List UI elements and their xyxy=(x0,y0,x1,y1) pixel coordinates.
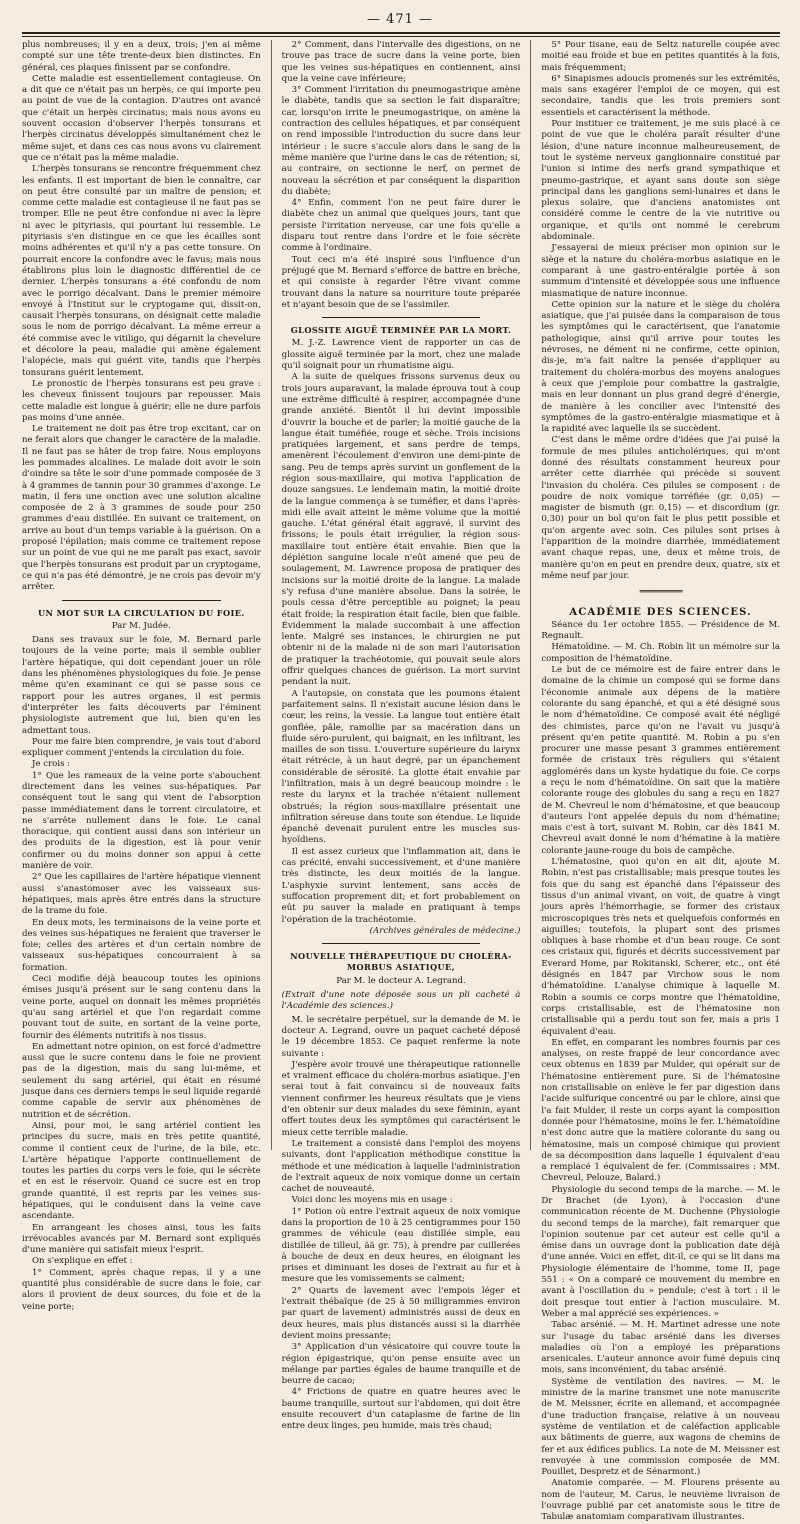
paragraph: L'herpès tonsurans se rencontre fréquemment chez les enfants. Il est important de bien le connaître, car on peut être consulté par un maître de pension; et comme cette maladie est contagieuse il ne faut pas se tromper. Elle ne peut être confondue ni avec la lèpre ni avec le pityriasis, qui pourtant lui ressemble. Le pityriasis s'en distingue en ce que les écailles sont moins adhérentes et qu'il n'y a pas cette tonsure. On pourrait encore la confondre avec le favus; mais nous établirons plus loin le diagnostic différentiel de ce dernier. L'herpès tonsurans a été confondu de nom avec le porrigo décalvant. Dans le premier mémoire envoyé à l'Institut sur le cryptogame qui, dissit-on, causait l'herpès tonsurans, on désignait cette maladie sous le nom de porrigo décalvant. La même erreur a été commise avec le vitiligo, qui dégarnit la chevelure et décolore la peau, maladie qui amène également l'alopécie, mais qui guérit vite, tandis que l'herpès tonsurans guérit lentement. xyxy=(22,164,261,378)
paragraph: M. le secrétaire perpétuel, sur la demande de M. le docteur A. Legrand, ouvre un paquet cacheté déposé le 19 décembre 1853. Ce paquet renferme la note suivante : xyxy=(281,1014,521,1059)
paragraph: Il est assez curieux que l'inflammation ait, dans le cas précité, envahi successivement, et d'une manière très distincte, les deux moitiés de la langue. L'asphyxie survint lentement, sans accès de suffocation proprement dit; et fort probablement on eût pu sauver la malade en pratiquant à temps l'opération de la trachéotomie. xyxy=(281,846,521,925)
header-rule xyxy=(22,32,780,34)
paragraph: M. J.-Z. Lawrence vient de rapporter un cas de glossite aiguë terminée par la mort, chez une malade qu'il soignait pour un rhumatisme aigu. xyxy=(281,338,521,372)
paragraph: Le traitement a consisté dans l'emploi des moyens suivants, dont l'application méthodique constitue la méthode et une médication à laquelle l'administration de l'extrait aqueux de noix vomique donne un certain cachet de nouveauté. xyxy=(281,1138,521,1195)
paragraph: Le traitement ne doit pas être trop excitant, car on ne ferait alors que changer le caractère de la maladie. Il ne faut pas se hâter de trop faire. Nous employons les pommades alcalines. Le malade doit avoir le soin d'oindre sa tête le soir d'une pommade composée de 3 à 4 grammes de tannin pour 30 grammes d'axonge. Le matin, il fera une onction avec une solution alcaline composée de 2 à 3 grammes de soude pour 250 grammes d'eau distillée. En suivant ce traitement, on arrive au bout d'un temps variable à la guérison. On a proposé l'épilation; mais comme ce traitement repose sur un point de vue qui ne me paraît pas exact, savoir que l'herpès tonsurans est produit par un cryptogame, ce qui n'a pas été démontré, je ne crois pas devoir m'y arrêter. xyxy=(22,424,261,593)
paragraph: Hématoïdine. — M. Ch. Robin lit un mémoire sur la composition de l'hématoïdine. xyxy=(541,642,780,664)
paragraph: On s'explique en effet : xyxy=(32,1256,133,1267)
section-heading-academie: ACADÉMIE DES SCIENCES. xyxy=(569,606,752,618)
paragraph: Le but de ce mémoire est de faire entrer dans le domaine de la chimie un composé qui se forme dans l'économie animale aux dépens de la matière colorante du sang épanché, et qui a été désigné sous le nom d'hématoïdine. Ce composé avait été négligé des chimistes, parce qu'on ne l'avait vu jusqu'à présent qu'en petite quantité. M. Robin a pu s'en procurer une masse pesant 3 grammes entièrement formée de cristaux très réguliers qui s'étaient agglomérés dans un kyste hydatique du foie. Ce corps a reçu le nom d'hématoïdine. On sait que la matière colorante rouge des globules du sang a reçu en 1827 de M. Chevreul le nom d'hématosine, et que beaucoup d'auteurs l'ont appelée depuis du nom d'hématine; mais c'est à tort, suivant M. Robin, car dès 1841 M. Chevreul avait donné le nom d'hématine à la matière colorante jaune-rouge du bois de campêche. xyxy=(541,665,780,856)
paragraph: 6° Sinapismes adoucis promenés sur les extrémités, mais sans exagérer l'emploi de ce moyen, qui est secondaire, tandis que les trois premiers sont essentiels et caractérisent la méthode. xyxy=(541,73,780,118)
article-heading-liver: UN MOT SUR LA CIRCULATION DU FOIE. xyxy=(37,607,245,618)
paragraph: Cette opinion sur la nature et le siège du choléra asiatique, que j'ai puisée dans la comparaison de tous les symptômes qui le caractérisent, que l'anatomie pathologique, ainsi qu'il arrive pour toutes les névroses, ne dément ni ne confirme, cette opinion, dis-je, m'a fait naître la pensée d'appliquer au traitement du choléra-morbus des moyens analogues à ceux que j'emploie pour combattre la gastralgie, mais en leur donnant un plus grand degré d'énergie, de manière à les concilier avec l'intensité des symptômes de la gastro-entéralgie miasmatique et à la rapidité avec laquelle ils se succèdent. xyxy=(541,299,780,435)
paragraph: Dans ses travaux sur le foie, M. Bernard parle toujours de la veine porte; mais il semble oublier l'artère hépatique, qui doit cependant jouer un rôle dans les phénomènes physiologiques du foie. Je pense même qu'en examinant ce qui se passe sous ce rapport pour les autres organes, il est permis d'interpréter les faits découverts par l'éminent physiologiste autrement que lui, bien qu'en les admettant tous. xyxy=(22,635,261,736)
paragraph: En arrangeant les choses ainsi, tous les faits irrévocables avancés par M. Bernard sont expliqués d'une manière qui satisfait mieux l'esprit. xyxy=(22,1222,261,1256)
paragraph: A la suite de quelques frissons survenus deux ou trois jours auparavant, la malade éprouva tout à coup une extrême difficulté à respirer, accompagnée d'une grande anxiété. Bientôt il lui devint impossible d'ouvrir la bouche et de parler; la moitié gauche de la langue était tuméfiée, rouge et sèche. Trois incisions pratiquées largement, et sans perdre de temps, amenèrent l'écoulement d'environ une demi-pinte de sang. Peu de temps après survint un gonflement de la région sous-maxillaire, qui motiva l'application de douze sangsues. Le lendemain matin, la moitié droite de la langue commença à se tuméfier, et dans l'après-midi elle avait atteint le même volume que la moitié gauche. L'état général était aggravé, il survint des frissons; le pouls était irrégulier, la région sous-maxillaire tout entière était envahie. Bien que la déplétion sanguine locale n'eût amené que peu de soulagement, M. Lawrence proposa de pratiquer des incisions sur la moitié droite de la langue. La malade s'y refusa d'une manière absolue. Dans la soirée, le pouls cessa d'être perceptible au poignet; la peau était froide; la respiration était facile, bien que faible. Évidemment la malade succombait à une affection lente. Malgré ses instances, le chirurgien ne put obtenir ni de la malade ni de son mari l'autorisation de pratiquer la trachéotomie, qui pouvait seule alors offrir quelques chances de guérison. La mort survint pendant la nuit. xyxy=(281,372,521,688)
page-number: — 471 — xyxy=(366,12,434,27)
paragraph: plus nombreuses; il y en a deux, trois; j'en ai même compté sur une tête trente-deux bien distinctes. En général, ces plaques finissent par se confondre. xyxy=(22,40,261,73)
paragraph: Physiologie du second temps de la marche. — M. le Dr Brachet (de Lyon), à l'occasion d'une communication récente de M. Duchenne (Physiologie du second temps de la marche), fait remarquer que l'opinion soutenue par cet auteur est celle qu'il a émise dans un ouvrage dont la publication date déjà d'une année. Voici en effet, dit-il, ce qui se lit dans ma Physiologie élémentaire de l'homme, tome II, page 551 : « On a comparé ce mouvement du membre en avant à l'oscillation du » pendule; c'est à tort : il le doit presque tout entier à l'action musculaire. M. Weber a mal apprécié ses expériences. » xyxy=(541,1184,780,1319)
article-author: Par M. le docteur A. Legrand. xyxy=(336,975,466,986)
paragraph: En admettant notre opinion, on est forcé d'admettre aussi que le sucre contenu dans le foie ne provient pas de la digestion, mais du sang lui-même, et seulement du sang artériel, qui était en résumé jusque dans ces derniers temps le seul liquide regardé comme capable de servir aux phénomènes de nutrition et de sécrétion. xyxy=(22,1041,261,1120)
paragraph: L'hématosine, quoi qu'on en ait dit, ajoute M. Robin, n'est pas cristallisable; mais presque toutes les fois que du sang est épanché dans l'épaisseur des tissus d'un animal vivant, on voit, de quatre à vingt jours après l'hémorrhagie, se former des cristaux microscopiques très nets et quelquefois conformés en aiguilles; toutefois, la plupart sont des prismes obliques à base rhombe et d'un beau rouge. Ce sont ces cristaux qui, figurés et décrits successivement par Everard Home, par Rokitanski, Scherer, etc., ont été désignés en 1847 par Virchow sous le nom d'hématoïdine. L'analyse chimique à laquelle M. Robin a soumis ce corps montre que l'hématoïdine, corps cristallisable, est de l'hématosine non cristallisable qui a perdu tout son fer, mais a pris 1 équivalent d'eau. xyxy=(541,857,780,1037)
paragraph: Cette maladie est essentiellement contagieuse. On a dit que ce n'était pas un herpès, ce qui importe peu au point de vue de la contagion. D'autres ont avancé que c'était un herpès circinatus; mais nous avons eu souvent occasion d'observer l'herpès tonsurans et l'herpès circinatus développés simultanément chez le même sujet, et dans ces cas nous avons vu clairement que ce n'était pas la même maladie. xyxy=(22,73,261,163)
paragraph: Je crois : xyxy=(32,759,71,770)
paragraph: Pour instituer ce traitement, je me suis placé à ce point de vue que le choléra paraît résulter d'une lésion, d'une nature inconnue malheureusement, de tout le système nerveux ganglionnaire constitué par l'union si intime des nerfs grand sympathique et pneumo-gastrique, et ayant sans doute son siège principal dans les ganglions semi-lunaires et dans le plexus solaire, que d'anciens anatomistes ont considéré comme le centre de la vie nutritive ou organique, et qu'ils ont nommé le cerebrum abdominale. xyxy=(541,119,780,243)
column-left xyxy=(22,40,261,1312)
paragraph: Le pronostic de l'herpès tonsurans est peu grave : les cheveux finissent toujours par repousser. Mais cette maladie est longue à guérir; elle ne dure parfois pas moins d'une année. xyxy=(22,378,261,423)
section-divider xyxy=(62,600,221,601)
article-note: (Extrait d'une note déposée sous un pli cacheté à l'Académie des sciences.) xyxy=(281,990,521,1012)
paragraph: En deux mots, les terminaisons de la veine porte et des veines sus-hépatiques ne feraient que traverser le foie; celles des artères et d'un certain nombre de vaisseaux sus-hépatiques concourraient à sa formation. xyxy=(22,917,261,973)
ornament-divider: ═══════════ xyxy=(639,587,682,597)
source-citation: (Archives générales de médecine.) xyxy=(369,925,521,936)
paragraph: 2° Quarts de lavement avec l'empois léger et l'extrait thébaïque (de 25 à 50 milligrammes environ par quart de lavement) administrés aussi de deux en deux heures, mais plus distancés aussi si la diarrhée devient moins pressante; xyxy=(281,1285,521,1341)
column-right xyxy=(541,40,780,1523)
article-heading-cholera: NOUVELLE THÉRAPEUTIQUE DU CHOLÉRA-MORBUS ASIATIQUE, xyxy=(290,951,512,973)
column-divider xyxy=(271,40,272,1150)
paragraph: 1° Comment, après chaque repas, il y a une quantité plus considérable de sucre dans le foie, car alors il provient de deux sources, du foie et de la veine porte; xyxy=(22,1267,261,1312)
paragraph: J'essayerai de mieux préciser mon opinion sur le siège et la nature du choléra-morbus asiatique en le comparant à une gastro-entéralgie portée à son summum d'intensité et développée sous une influence miasmatique de nature inconnue. xyxy=(541,243,780,299)
header-rule-thin xyxy=(22,36,780,37)
paragraph: C'est dans le même ordre d'idées que j'ai puisé la formule de mes pilules anticholériques, qui m'ont donné des résultats constamment heureux pour arrêter cette diarrhée qui précède si souvent l'invasion du choléra. Ces pilules se composent : de poudre de noix vomique torréfiée (gr. 0,05) — magister de bismuth (gr. 0,15) — et discordium (gr. 0,30) pour un bol qu'on fait le plus petit possible et qu'on argente avec soin. Ces pilules sont prises à l'apparition de la moindre diarrhée, immédiatement avant chaque repas, une, deux et même trois, de manière qu'on en peut en prendre deux, quatre, six et même neuf par jour. xyxy=(541,435,780,581)
paragraph: Pour me faire bien comprendre, je vais tout d'abord expliquer comment j'entends la circulation du foie. xyxy=(22,736,261,759)
paragraph: 5° Pour tisane, eau de Seltz naturelle coupée avec moitié eau froide et bue en petites quantités à la fois, mais fréquemment; xyxy=(541,40,780,73)
section-divider xyxy=(322,943,481,944)
three-column-layout xyxy=(22,40,780,1523)
paragraph: 1° Que les rameaux de la veine porte s'abouchent directement dans les veines sus-hépatiques. Par conséquent tout le sang qui vient de l'absorption passe immédiatement dans le torrent circulatoire, et ne s'arrête nullement dans le foie. Le canal thoracique, qui contient aussi dans son intérieur un des produits de la digestion, est là pour venir confirmer ou du moins donner son appui à cette manière de voir. xyxy=(22,770,261,872)
paragraph: 2° Que les capillaires de l'artère hépatique viennent aussi s'anastomoser avec les vaisseaux sus-hépatiques, mais après être entrés dans la structure de la trame du foie. xyxy=(22,872,261,917)
paragraph: 2° Comment, dans l'intervalle des digestions, on ne trouve pas trace de sucre dans la veine porte, bien que les veines sus-hépatiques en contiennent, ainsi que la veine cave inférieure; xyxy=(281,40,521,84)
paragraph: Tabac arsénié. — M. H. Martinet adresse une note sur l'usage du tabac arsénié dans les diverses maladies où l'on a employé les préparations arsenicales. L'auteur annonce avoir fumé depuis cinq mois, sans inconvénient, du tabac arsénié. xyxy=(541,1320,780,1376)
paragraph: 3° Application d'un vésicatoire qui couvre toute la région épigastrique, qu'on pense ensuite avec un mélange par parties égales de baume tranquille et de beurre de cacao; xyxy=(281,1342,521,1387)
paragraph: 4° Enfin, comment l'on ne peut faire durer le diabète chez un animal que quelques jours, tant que persiste l'irritation nerveuse, car une fois qu'elle a disparu tout rentre dans l'ordre et le foie sécrète comme à l'ordinaire. xyxy=(281,198,521,254)
paragraph: Anatomie comparée. — M. Flourens présente au nom de l'auteur, M. Carus, le neuvième livraison de l'ouvrage publié par cet anatomiste sous le titre de Tabulæ anatomiam comparativam illustrantes. xyxy=(541,1478,780,1523)
article-author: Par M. Judée. xyxy=(111,620,171,631)
paragraph: 4° Frictions de quatre en quatre heures avec le baume tranquille, surtout sur l'abdomen, qui doit être ensuite recouvert d'un cataplasme de farine de lin entre deux linges, peu humide, mais très chaud; xyxy=(281,1387,521,1432)
article-heading-glossitis: GLOSSITE AIGUË TERMINÉE PAR LA MORT. xyxy=(290,325,512,336)
paragraph: Tout ceci m'a été inspiré sous l'influence d'un préjugé que M. Bernard s'efforce de battre en brèche, et qui consiste à regarder l'être vivant comme trouvant dans la nature sa nourriture toute préparée et n'ayant besoin que de se l'assimiler. xyxy=(281,254,521,310)
paragraph: A l'autopsie, on constata que les poumons étaient parfaitement sains. Il n'existait aucune lésion dans le cœur, les reins, la vessie. La langue tout entière était gonflée, pâle, ramollie par sa macération dans un fluide séro-purulent, qui baignait, en les infiltrant, les mailles de son tissu. L'ouverture supérieure du larynx était rétrécie, à un haut degré, par un épanchement considérable de sérosité. La glotte était envahie par l'infiltration, mais à un degré beaucoup moindre : le reste du larynx et la trachée n'étaient nullement obstrués; la région sous-maxillaire présentait une infiltration séreuse dans toute son étendue. Le liquide épanché devenait purulent entre les muscles sus-hyoïdiens. xyxy=(281,688,521,846)
meeting-line: Séance du 1er octobre 1855. — Présidence de M. Regnault. xyxy=(541,619,780,642)
paragraph: En effet, en comparant les nombres fournis par ces analyses, on reste frappé de leur concordance avec ceux obtenus en 1839 par Mulder, qui opérait sur de l'hématosine entièrement pure. Si de l'hématosine non cristallisable on enlève le fer par digestion dans l'acide sulfurique concentré ou par le chlore, ainsi que l'a fait Mulder, il reste un corps ayant la composition donnée pour l'hématosine, moins le fer. L'hématoïdine n'est donc autre que la matière colorante du sang ou hématosine, mais un composé chimique qui provient de sa décomposition dans laquelle 1 équivalent d'eau a remplacé 1 équivalent de fer. (Commissaires : MM. Chevreul, Pelouze, Balard.) xyxy=(541,1037,780,1184)
column-divider xyxy=(530,40,531,1150)
column-middle xyxy=(281,40,521,1432)
paragraph: 1° Potion où entre l'extrait aqueux de noix vomique dans la proportion de 10 à 25 centigrammes pour 150 grammes de véhicule (eau distillée simple, eau distillée de tilleul, ãã gr. 75), à prendre par cuillerées à bouche de deux en deux heures, en éloignant les prises et diminuant les doses de l'extrait au fur et à mesure que les vomissements se calment; xyxy=(281,1206,521,1285)
paragraph: Voici donc les moyens mis en usage : xyxy=(291,1195,453,1206)
paragraph: Ceci modifie déjà beaucoup toutes les opinions émises jusqu'à présent sur le sang contenu dans la veine porte, auquel on donnait les mêmes propriétés qu'au sang artériel et que l'on regardait comme pouvant tout de suite, en sortant de la veine porte, fournir des éléments nutritifs à nos tissus. xyxy=(22,974,261,1041)
paragraph: 3° Comment l'irritation du pneumogastrique amène le diabète, tandis que sa section le fait disparaître; car, lorsqu'on irrite le pneumogastrique, on amène la contraction des cellules hépatiques, et par conséquent on rend impossible l'introduction du sucre dans leur intérieur : le sucre s'accule alors dans le sang de la même manière que l'urine dans le cas de rétention; si, au contraire, on sectionne le nerf, on permet de nouveau la sécrétion et par conséquent la disparition du diabète; xyxy=(281,85,521,197)
paragraph: J'espère avoir trouvé une thérapeutique rationnelle et vraiment efficace du choléra-morbus asiatique. J'en serai tout à fait convaincu si de nouveaux faits viennent confirmer les heureux résultats que je viens d'en obtenir sur deux malades du sexe féminin, ayant offert toutes deux les symptômes qui caractérisent le mieux cette terrible maladie. xyxy=(281,1059,521,1138)
section-divider xyxy=(322,317,481,318)
paragraph: Ainsi, pour moi, le sang artériel contient les principes du sucre, mais en très petite quantité, comme il contient ceux de l'urine, de la bile, etc. L'artère hépatique l'apporte continuellement de toutes les parties du corps vers le foie, qui le sécrète et en est le réservoir. Quand ce sucre est en trop grande quantité, il est repris par les veines sus-hépatiques, qui le conduisent dans la veine cave ascendante. xyxy=(22,1120,261,1222)
paragraph: Système de ventilation des navires. — M. le ministre de la marine transmet une note manuscrite de M. Meissner, écrite en allemand, et accompagnée d'une traduction française, relative à un nouveau système de ventilation et de caléfaction applicable aux bâtiments de guerre, aux wagons de chemins de fer et aux édifices publics. La note de M. Meissner est renvoyée à une commission composée de MM. Pouillet, Despretz et de Sénarmont.) xyxy=(541,1376,780,1478)
